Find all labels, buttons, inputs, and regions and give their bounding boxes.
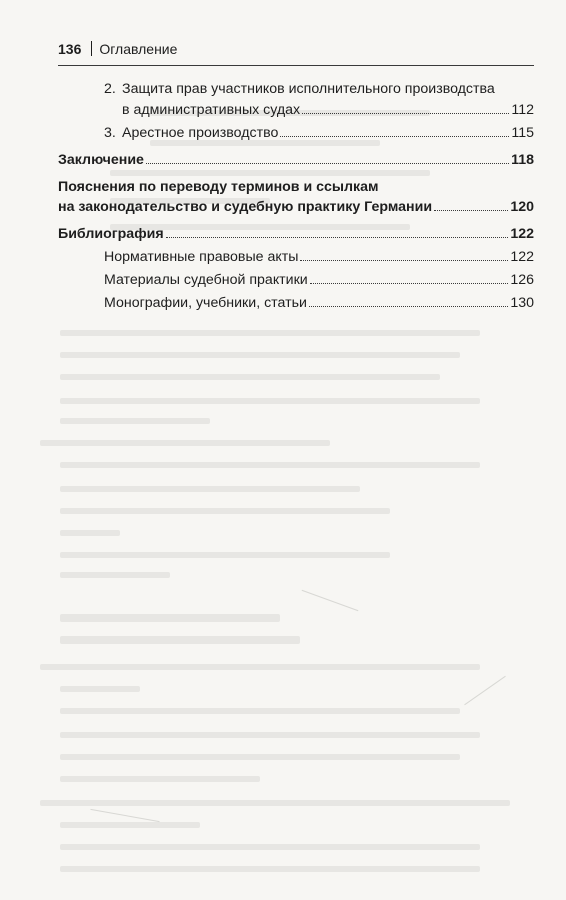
toc-page-number: 112 xyxy=(511,102,534,118)
toc-page-number: 120 xyxy=(510,199,534,215)
toc-entry-number: 3. xyxy=(104,125,116,141)
toc-entry-translation-notes[interactable] xyxy=(58,198,534,217)
toc-entry-text: на законодательство и судебную практику Германии xyxy=(58,199,433,215)
dot-leader xyxy=(309,306,508,307)
header-separator xyxy=(91,41,92,56)
paper-fiber xyxy=(464,676,506,705)
header-rule xyxy=(58,65,534,66)
toc-entry-text: Заключение xyxy=(58,152,144,168)
toc-entry-admin-courts-line1 xyxy=(104,80,495,99)
toc-page-number: 115 xyxy=(511,125,534,141)
toc-entry-text: Монографии, учебники, статьи xyxy=(104,295,307,311)
toc-entry-text: Библиография xyxy=(58,226,164,242)
toc-entry-admin-courts[interactable] xyxy=(122,101,534,120)
header-title: Оглавление xyxy=(99,41,178,57)
toc-entry-arrest-proceedings[interactable] xyxy=(104,124,534,143)
toc-entry-normative-acts[interactable] xyxy=(104,248,534,267)
toc-entry-judicial-practice[interactable] xyxy=(104,271,534,290)
dot-leader xyxy=(280,136,509,137)
toc-entry-text: в административных судах xyxy=(122,102,301,118)
toc-entry-bibliography[interactable] xyxy=(58,225,534,244)
toc-entry-translation-notes-line1: Пояснения по переводу терминов и ссылкам xyxy=(58,179,379,195)
dot-leader xyxy=(166,237,509,238)
page-number: 136 xyxy=(58,41,82,57)
paper-fiber xyxy=(302,590,359,611)
toc-page-number: 118 xyxy=(511,152,534,168)
dot-leader xyxy=(302,113,509,114)
toc-entry-conclusion[interactable] xyxy=(58,151,534,170)
toc-entry-text: Защита прав участников исполнительного производства xyxy=(122,81,495,97)
toc-page-number: 122 xyxy=(510,249,534,265)
toc-page-number: 122 xyxy=(510,226,534,242)
toc-entry-number: 2. xyxy=(104,81,116,97)
toc-entry-text: Нормативные правовые акты xyxy=(104,249,299,265)
dot-leader xyxy=(434,210,508,211)
toc-entry-text: Материалы судебной практики xyxy=(104,272,308,288)
toc-entry-monographs[interactable] xyxy=(104,294,534,313)
running-header xyxy=(58,40,177,58)
toc-entry-text: Арестное производство xyxy=(122,125,279,141)
dot-leader xyxy=(300,260,508,261)
paper-fiber xyxy=(90,809,159,822)
toc-page-number: 130 xyxy=(510,295,534,311)
toc-page-number: 126 xyxy=(510,272,534,288)
dot-leader xyxy=(146,163,509,164)
dot-leader xyxy=(310,283,509,284)
